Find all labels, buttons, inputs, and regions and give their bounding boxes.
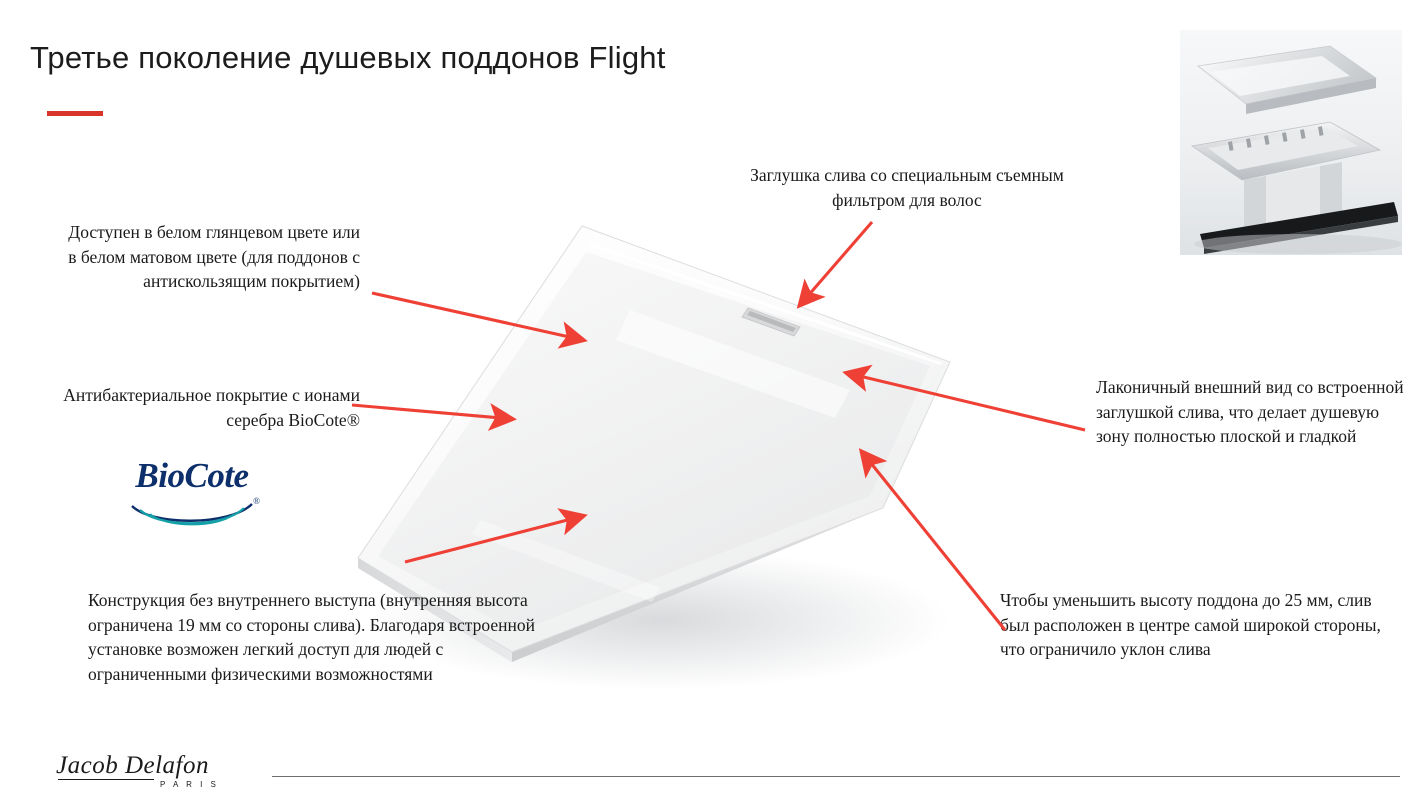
callout-no-inner-ledge: Конструкция без внутреннего выступа (внутренняя высота ограничена 19 мм со стороны слива). Благодаря встроенной установке возможен легкий доступ для людей с ограниченными физическими возможностями: [88, 590, 535, 684]
callout-laconic-design: Лаконичный внешний вид со встроенной заглушкой слива, что делает душевую зону полностью плоской и гладкой: [1096, 377, 1404, 446]
brand-underline: [58, 779, 154, 780]
page-title: Третье поколение душевых поддонов Flight: [30, 40, 666, 75]
biocote-logo-text: BioCote: [135, 456, 249, 495]
brand-subtitle: P A R I S: [160, 780, 219, 789]
biocote-logo: [118, 452, 266, 534]
biocote-registered-mark: ®: [253, 496, 260, 506]
callout-drain-cap: Заглушка слива со специальным съемным фильтром для волос: [750, 165, 1064, 210]
brand-logo: [56, 752, 256, 796]
callout-lower-height: Чтобы уменьшить высоту поддона до 25 мм, слив был расположен в центре самой широкой стороны, что ограничило уклон слива: [1000, 590, 1381, 659]
title-accent-rule: [47, 111, 103, 116]
inset-product-photo: [1180, 30, 1402, 255]
brand-name: Jacob Delafon: [56, 752, 209, 779]
footer-divider: [272, 776, 1400, 777]
callout-gloss-finish: Доступен в белом глянцевом цвете или в белом матовом цвете (для поддонов с антискользящим покрытием): [68, 222, 360, 291]
callout-biocote-coating: Антибактериальное покрытие с ионами серебра BioCote®: [63, 385, 360, 430]
